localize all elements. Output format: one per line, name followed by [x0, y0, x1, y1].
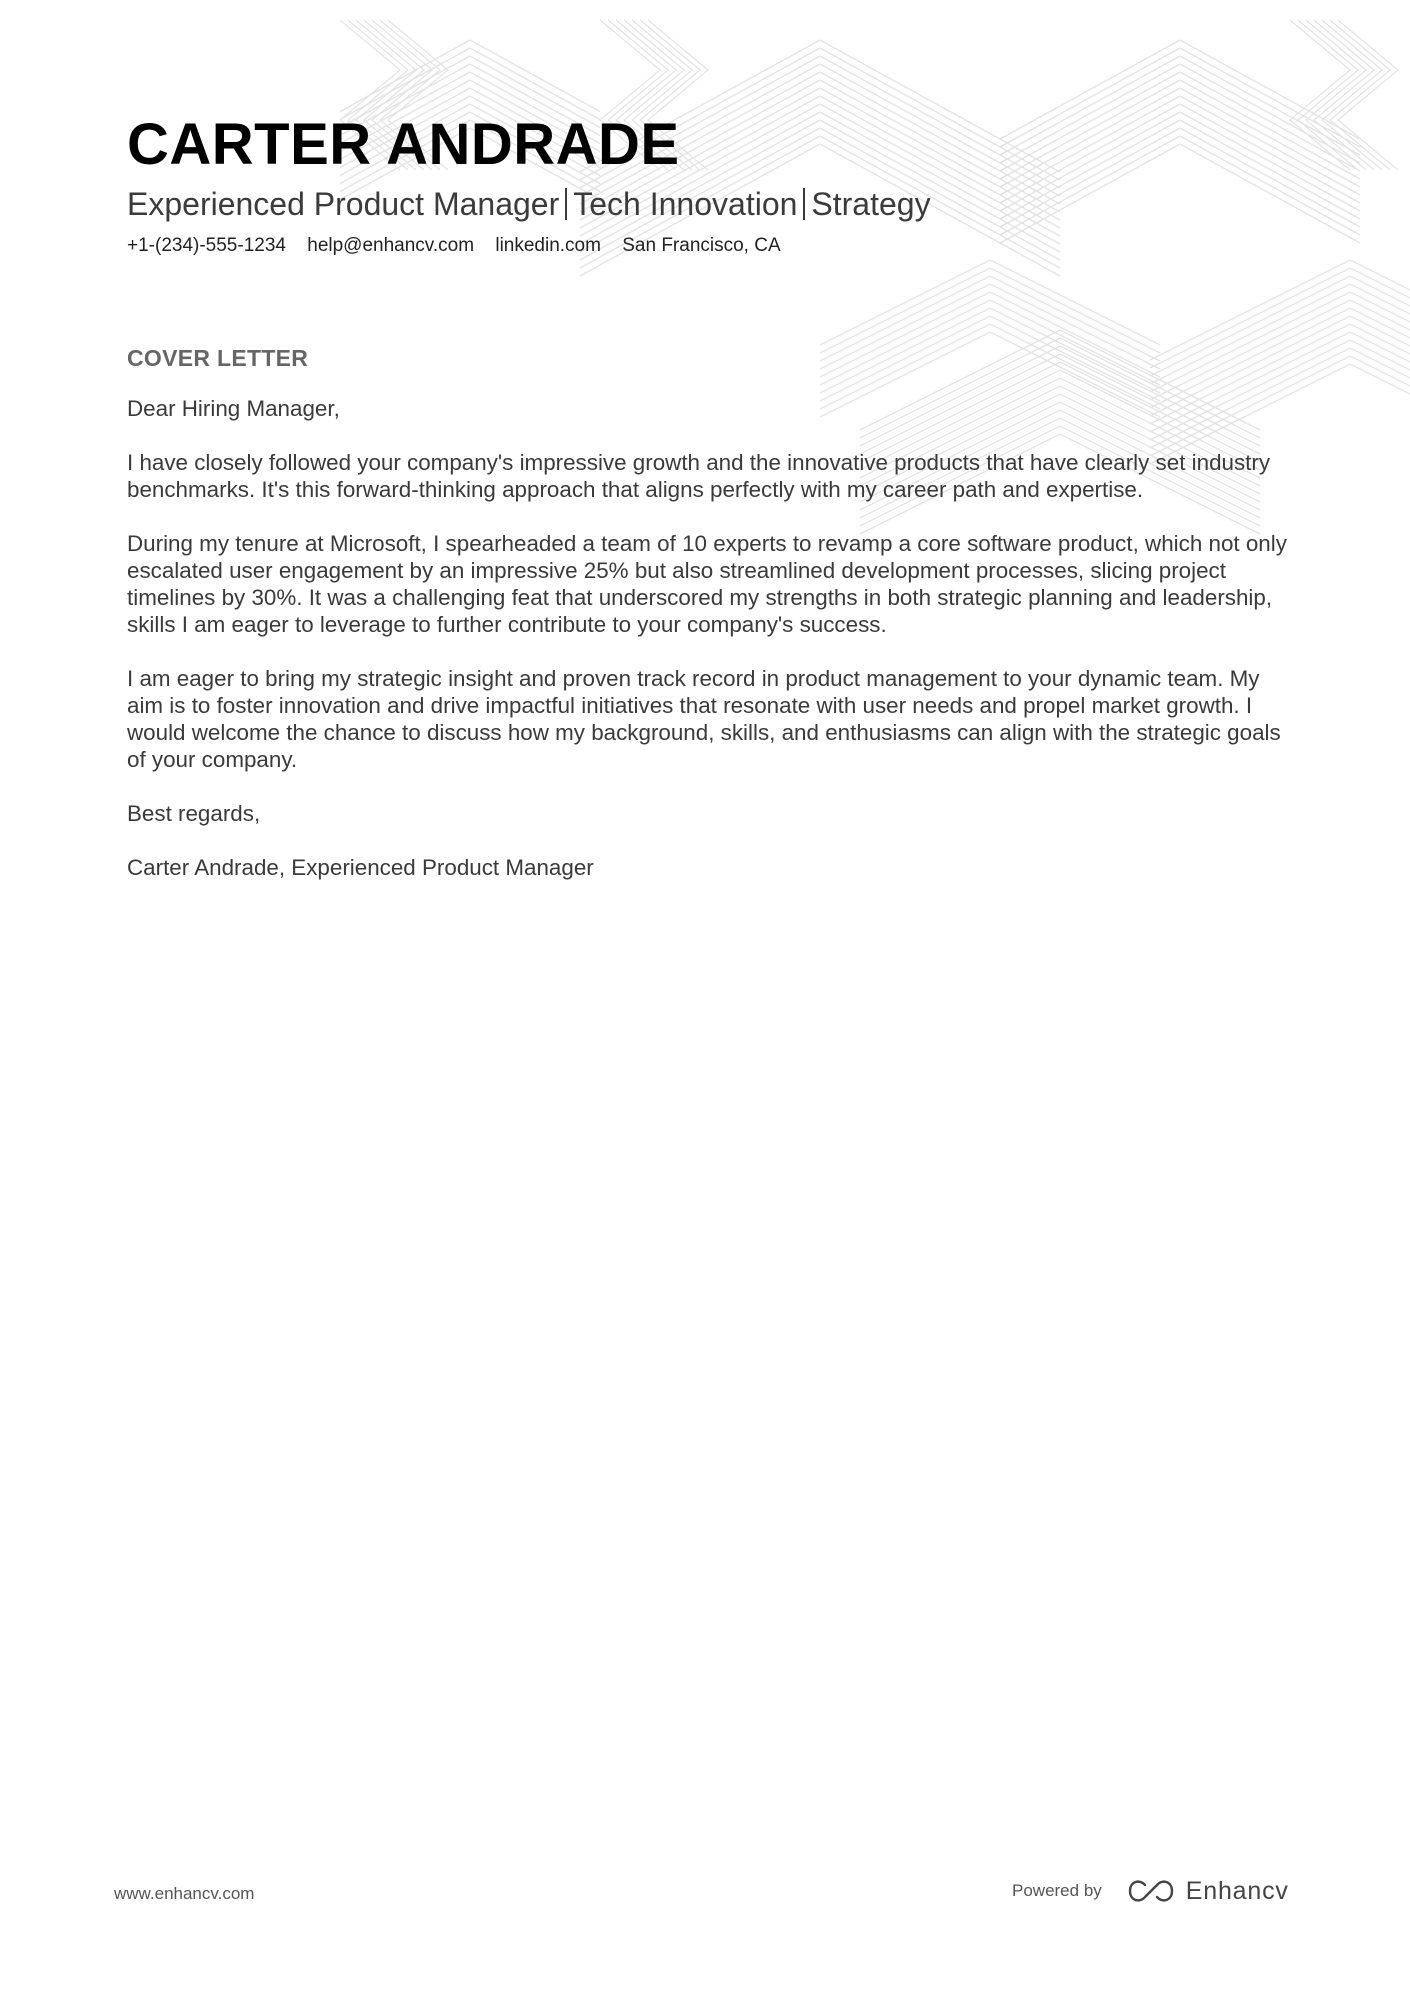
email-address[interactable]: help@enhancv.com	[307, 235, 475, 256]
headline	[127, 184, 931, 224]
salutation: Dear Hiring Manager,	[127, 396, 340, 421]
linkedin-link[interactable]: linkedin.com	[495, 235, 601, 256]
pattern-line	[1000, 56, 1360, 155]
pattern-line	[1000, 128, 1360, 227]
pattern-line	[1000, 48, 1360, 147]
headline-focus: Tech Innovation	[573, 186, 798, 222]
pattern-line	[1000, 72, 1360, 171]
letter-paragraph: I am eager to bring my strategic insight and proven track record in product management to your dynamic team. My aim is to foster innovation and drive impactful initiatives that resonate with user needs and propel market growth. I would welcome the chance to discuss how my background, skills, and enthusiasms can align with the strategic goals of your company.	[127, 666, 1281, 772]
headline-specialty: Strategy	[811, 186, 931, 222]
powered-by-label: Powered by	[1012, 1881, 1102, 1900]
headline-role: Experienced Product Manager	[127, 186, 560, 222]
pattern-line	[1000, 120, 1360, 219]
enhancv-logo-icon	[1128, 1879, 1174, 1903]
pattern-line	[1000, 136, 1360, 235]
pattern-line	[820, 284, 1160, 369]
section-title: COVER LETTER	[127, 345, 309, 371]
pattern-line	[340, 48, 600, 120]
pattern-line	[1000, 144, 1360, 243]
headline-divider	[803, 188, 805, 220]
headline-divider	[565, 188, 567, 220]
footer-branding	[1012, 1874, 1289, 1908]
pattern-line	[1000, 88, 1360, 187]
letter-paragraph: I have closely followed your company's impressive growth and the innovative products that have clearly set industry benchmarks. It's this forward-thinking approach that aligns perfectly with my career path and expertise.	[127, 450, 1271, 502]
pattern-line	[820, 268, 1160, 353]
pattern-line	[1000, 40, 1360, 139]
location: San Francisco, CA	[622, 235, 781, 256]
letter-paragraph: During my tenure at Microsoft, I spearheaded a team of 10 experts to revamp a core software product, which not only escalated user engagement by an impressive 25% but also streamlined development processes, slicing project timelines by 30%. It was a challenging feat that underscored my strengths in both strategic planning and leadership, skills I am eager to leverage to further contribute to your company's success.	[127, 531, 1287, 637]
pattern-line	[1000, 104, 1360, 203]
contact-info	[127, 233, 797, 259]
footer-website[interactable]: www.enhancv.com	[114, 1884, 255, 1903]
pattern-line	[1000, 80, 1360, 179]
signature: Carter Andrade, Experienced Product Manager	[127, 855, 594, 880]
brand-name: Enhancv	[1185, 1876, 1289, 1905]
pattern-line	[820, 276, 1160, 361]
letter-body	[127, 395, 1287, 908]
candidate-name: CARTER ANDRADE	[127, 112, 680, 177]
pattern-line	[1000, 96, 1360, 195]
closing: Best regards,	[127, 801, 261, 826]
phone-number[interactable]: +1-(234)-555-1234	[127, 235, 286, 256]
